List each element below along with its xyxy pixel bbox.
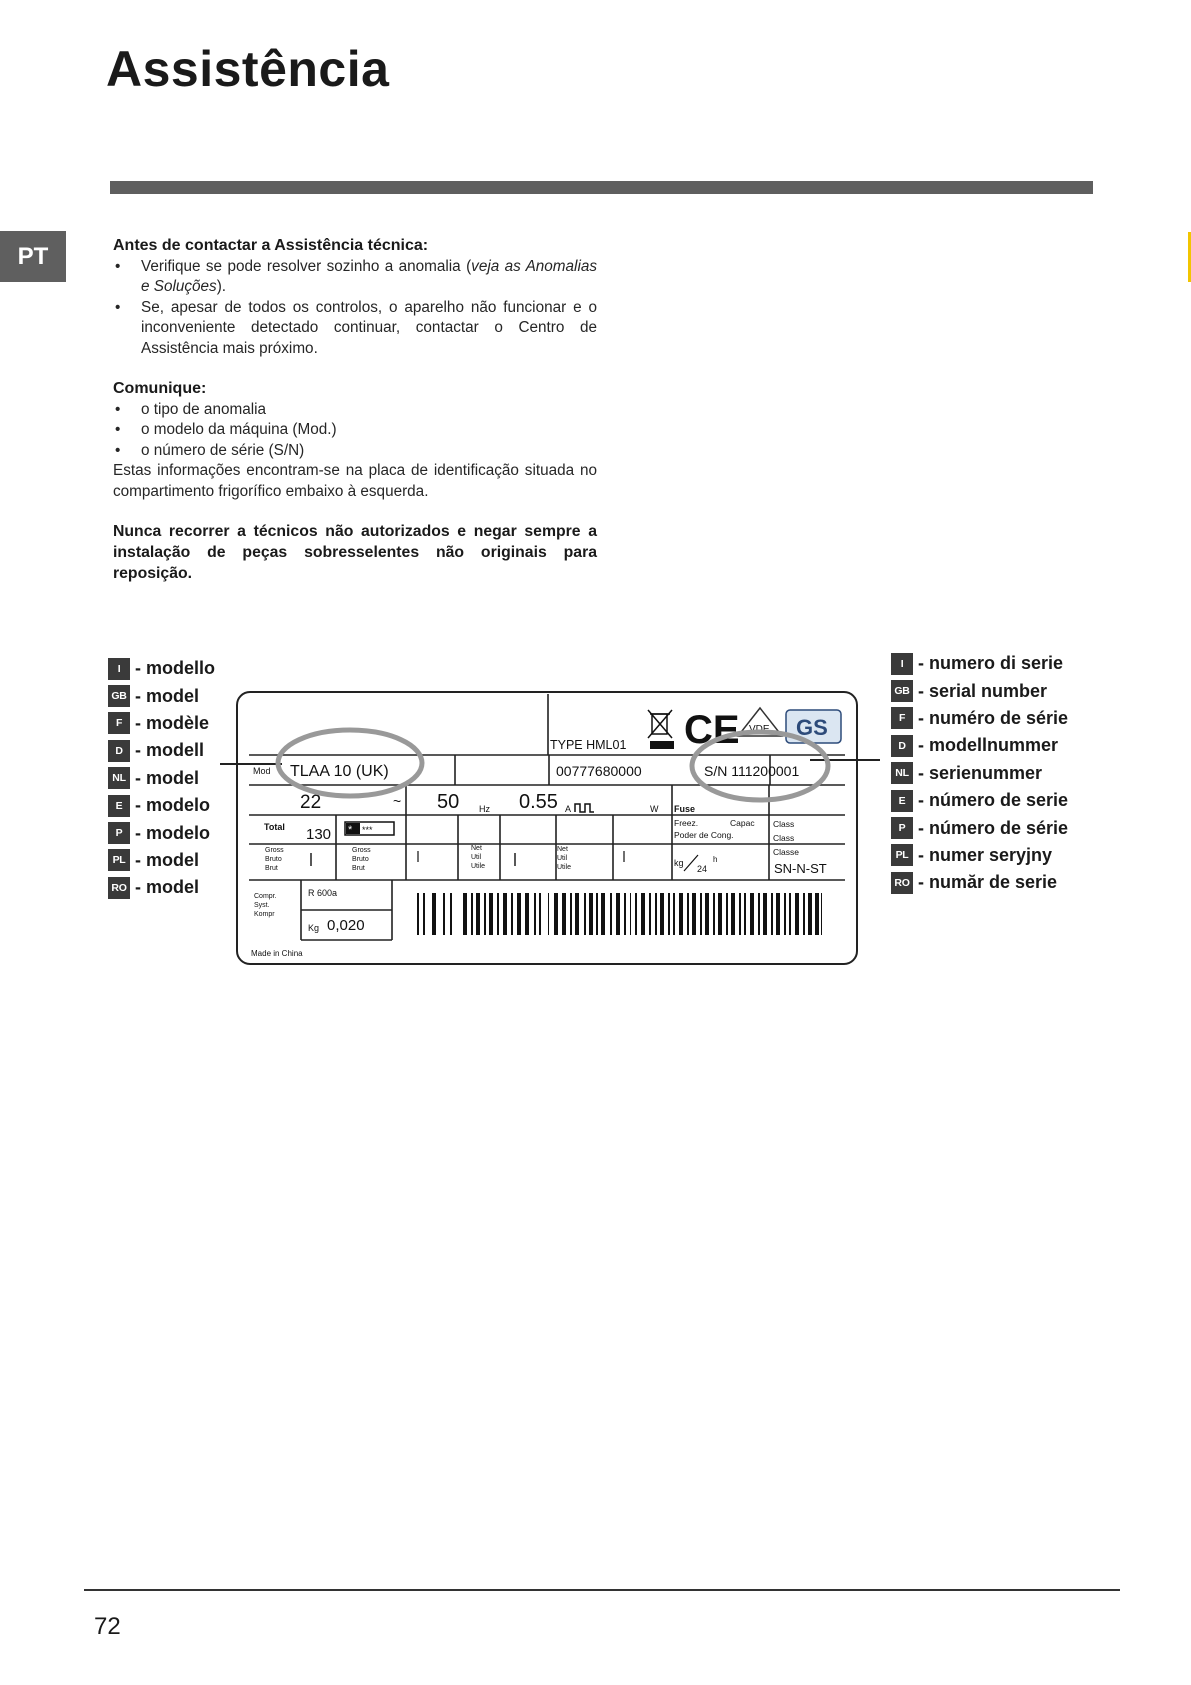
serial-label-text: - numéro de série [918, 707, 1069, 728]
lang-badge: E [108, 795, 130, 817]
hours-unit: h [713, 855, 718, 864]
plate-type: TYPE HML01 [550, 738, 627, 752]
model-label-text: - modello [135, 658, 215, 679]
frequency-value: 50 [437, 791, 460, 813]
warning-text: Nunca recorrer a técnicos não autorizados e negar sempre a instalação de peças sobresselentes não originais para reposição. [113, 523, 597, 582]
voltage-value: 22 [300, 792, 322, 813]
net-label: Utile [557, 864, 572, 871]
lang-badge: GB [108, 685, 130, 707]
model-label-text: - modell [135, 740, 205, 761]
gross-label: Gross [265, 847, 284, 854]
intro-heading: Antes de contactar a Assistência técnica: [113, 237, 429, 254]
net-label: Net [557, 846, 568, 853]
bullet1-end: ). [216, 278, 227, 295]
poder-label: Poder de Cong. [674, 830, 734, 840]
list-item: • o número de série (S/N) [113, 441, 597, 462]
hours-value: 24 [697, 864, 708, 874]
lang-badge: E [891, 790, 913, 812]
model-label-text: - modelo [135, 822, 210, 843]
weee-bin-icon [648, 710, 672, 738]
class-value: SN-N-ST [774, 861, 827, 876]
lang-badge: PL [891, 844, 913, 866]
list-item: • o modelo da máquina (Mod.) [113, 420, 597, 441]
serial-label-text: - número de série [918, 817, 1069, 838]
serial-label-text: - numero di serie [918, 653, 1064, 674]
current-value: 0.55 [519, 791, 558, 813]
serial-label-text: - número de serie [918, 790, 1069, 811]
model-value: TLAA 10 (UK) [290, 763, 389, 780]
amp-unit: A [565, 804, 572, 814]
lang-badge: NL [108, 767, 130, 789]
footer-rule [84, 1589, 1120, 1591]
communicate-heading: Comunique: [113, 380, 207, 397]
communicate-note: Estas informações encontram-se na placa de identificação situada no compartimento frigorífico embaixo à esquerda. [113, 462, 597, 500]
lang-badge: F [108, 712, 130, 734]
model-label-text: - modelo [135, 795, 210, 816]
serial-value: S/N 111200001 [704, 763, 800, 779]
total-value: 130 [306, 826, 332, 843]
serial-label-text: - serienummer [918, 762, 1043, 783]
model-label-text: - model [135, 849, 200, 870]
kg-label: Kg [308, 923, 320, 933]
svg-text:*: * [348, 824, 353, 836]
hz-unit: Hz [479, 804, 490, 814]
slow-fuse-icon [575, 804, 594, 812]
net-label: Util [557, 855, 568, 862]
bullet1-italic: veja as Anomalias e Soluções [141, 257, 597, 295]
capac-label: Capac [730, 818, 755, 828]
net-label: Util [471, 854, 482, 861]
page-title: Assistência [106, 41, 390, 97]
lang-badge: D [891, 735, 913, 757]
lang-badge: RO [891, 872, 913, 894]
lang-badge: RO [108, 877, 130, 899]
vde-text: VDE [749, 724, 770, 735]
serial-label-text: - numer seryjny [918, 844, 1053, 865]
mod-label: Mod [253, 766, 271, 776]
class-label: Class [773, 833, 795, 843]
compr-label: Compr. [254, 893, 277, 900]
list-item: • Se, apesar de todos os controlos, o aparelho não funcionar e o inconveniente detectado continuar, contactar o Centro de Assistência mais próximo. [113, 298, 597, 360]
voltage-tilde: ~ [393, 793, 402, 809]
lang-badge: NL [891, 762, 913, 784]
gross-label: Bruto [265, 856, 282, 863]
serial-label-text: - serial number [918, 680, 1048, 701]
refrigerant-value: R 600a [308, 888, 338, 898]
lang-badge: P [108, 822, 130, 844]
lang-badge: P [891, 817, 913, 839]
lang-badge: PL [108, 849, 130, 871]
class-label: Classe [773, 847, 799, 857]
net-label: Utile [471, 863, 486, 870]
gross-label: Gross [352, 847, 371, 854]
kg-unit: kg [674, 858, 684, 868]
model-label-text: - model [135, 685, 200, 706]
model-label-text: - model [135, 877, 200, 898]
serial-label-text: - modellnummer [918, 735, 1059, 756]
barcode-icon [417, 893, 822, 935]
bullet1-text: Verifique se pode resolver sozinho a anomalia ( [141, 257, 472, 275]
watt-unit: W [650, 804, 659, 814]
per-slash [684, 855, 698, 871]
model-label-text: - modèle [135, 712, 210, 733]
fuse-label: Fuse [674, 804, 696, 814]
class-label: Class [773, 819, 795, 829]
language-tab: PT [0, 231, 66, 282]
lang-badge: F [891, 707, 913, 729]
list-item: • o tipo de anomalia [113, 400, 597, 421]
total-label: Total [264, 822, 285, 832]
charge-value: 0,020 [327, 917, 365, 934]
lang-badge: I [891, 653, 913, 675]
model-label-text: - model [135, 767, 200, 788]
product-code: 00777680000 [556, 763, 642, 779]
gross-label: Brut [352, 865, 365, 872]
lang-badge: GB [891, 680, 913, 702]
bin-bar-icon [650, 741, 674, 749]
stars-text: *** [362, 825, 373, 835]
made-in-label: Made in China [251, 949, 303, 958]
page-number: 72 [94, 1613, 121, 1640]
ce-mark-icon: CE [684, 708, 740, 752]
gs-text: GS [796, 715, 828, 740]
net-label: Net [471, 845, 482, 852]
lang-badge: D [108, 740, 130, 762]
freezer-stars-icon [345, 822, 394, 836]
lang-badge: I [108, 658, 130, 680]
gross-label: Brut [265, 865, 278, 872]
serial-label-text: - număr de serie [918, 872, 1058, 893]
compr-label: Syst. [254, 902, 270, 909]
compr-label: Kompr [254, 911, 275, 918]
gross-label: Bruto [352, 856, 369, 863]
freez-label: Freez. [674, 818, 699, 828]
